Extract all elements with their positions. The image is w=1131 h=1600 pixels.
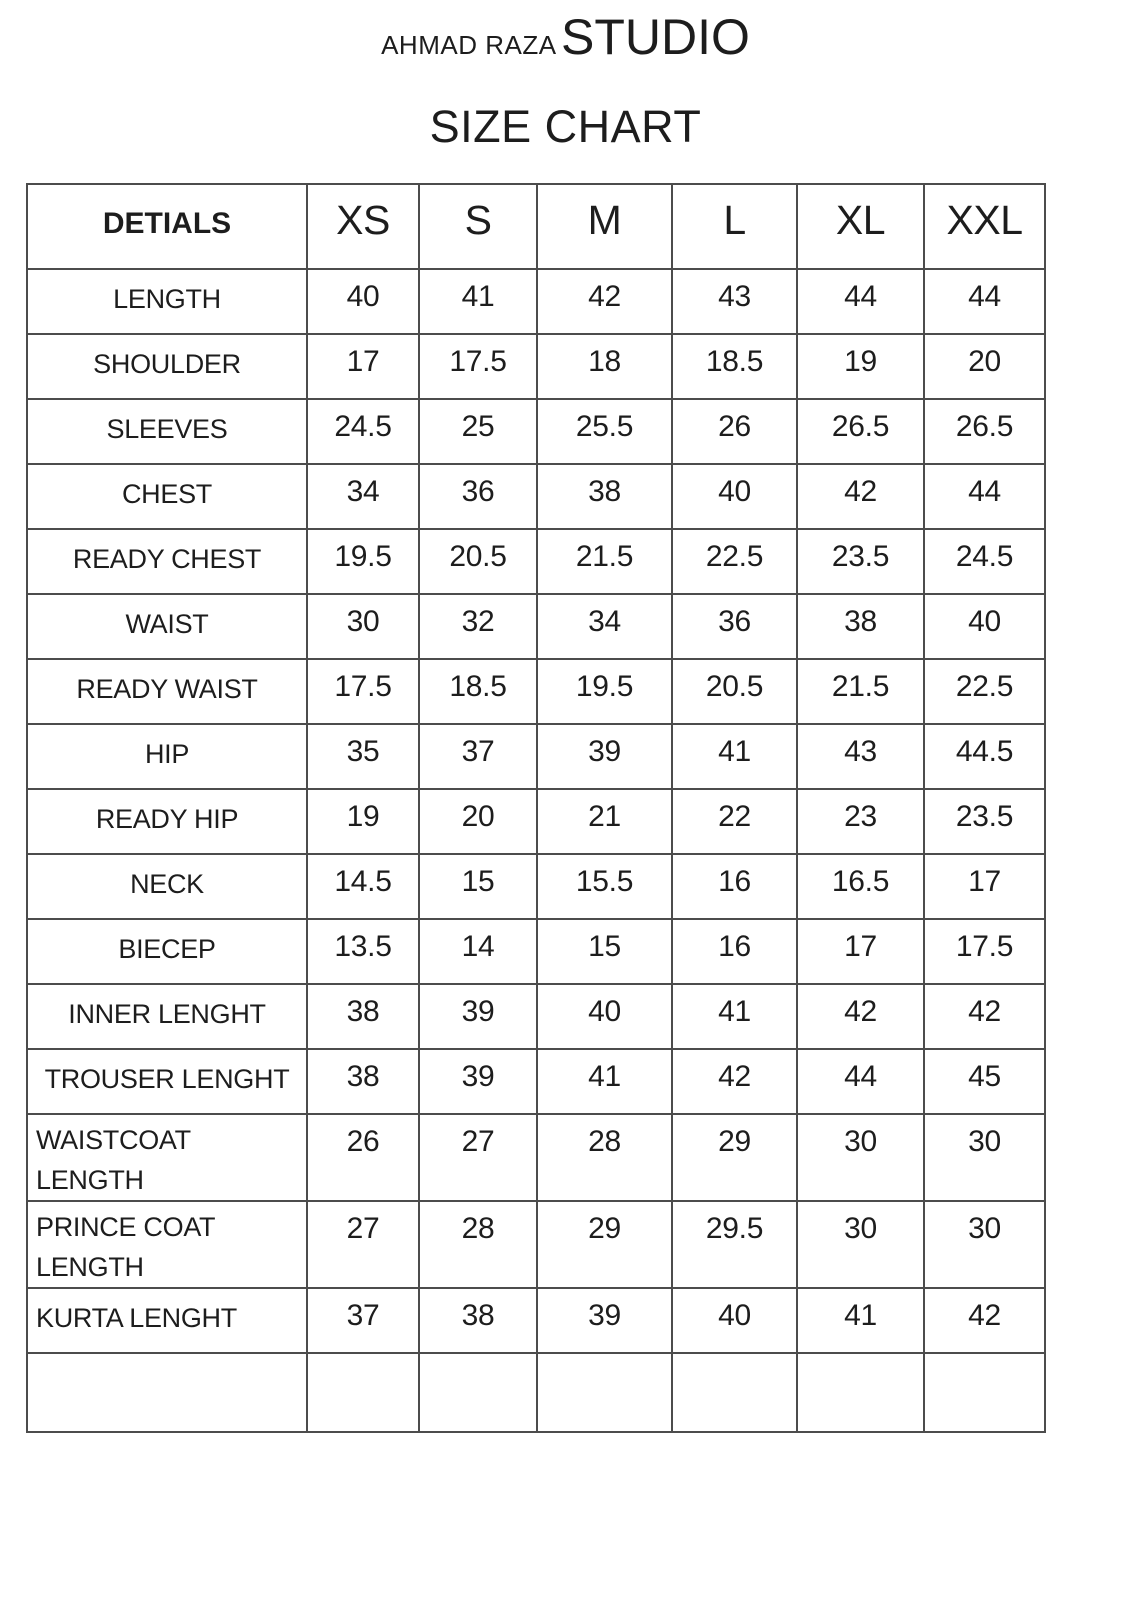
value-cell: 17.5 <box>307 659 419 724</box>
value-cell: 14.5 <box>307 854 419 919</box>
value-cell: 42 <box>924 984 1045 1049</box>
value-cell: 39 <box>537 724 672 789</box>
value-cell: 41 <box>672 984 797 1049</box>
value-cell: 22.5 <box>924 659 1045 724</box>
value-cell: 26 <box>307 1114 419 1201</box>
value-cell <box>797 1353 924 1432</box>
brand-header <box>0 0 1131 79</box>
value-cell: 29 <box>672 1114 797 1201</box>
table-row <box>27 529 1045 594</box>
row-label-line: LENGTH <box>36 1252 144 1282</box>
value-cell: 18 <box>537 334 672 399</box>
row-label-cell: SHOULDER <box>27 334 307 399</box>
table-row <box>27 464 1045 529</box>
value-cell: 30 <box>797 1114 924 1201</box>
value-cell: 41 <box>672 724 797 789</box>
column-header-size: XXL <box>924 184 1045 269</box>
row-label-cell <box>27 1114 307 1201</box>
table-row <box>27 919 1045 984</box>
brand-name: STUDIO <box>561 9 750 65</box>
value-cell: 29 <box>537 1201 672 1288</box>
value-cell: 23.5 <box>924 789 1045 854</box>
value-cell: 37 <box>419 724 537 789</box>
value-cell: 16 <box>672 919 797 984</box>
table-row <box>27 1353 1045 1432</box>
value-cell: 44.5 <box>924 724 1045 789</box>
value-cell: 18.5 <box>419 659 537 724</box>
table-header-row <box>27 184 1045 269</box>
column-header-size: M <box>537 184 672 269</box>
value-cell: 41 <box>797 1288 924 1353</box>
value-cell: 40 <box>672 464 797 529</box>
row-label-cell: LENGTH <box>27 269 307 334</box>
row-label-cell <box>27 1353 307 1432</box>
value-cell: 44 <box>797 269 924 334</box>
value-cell: 32 <box>419 594 537 659</box>
value-cell: 18.5 <box>672 334 797 399</box>
value-cell: 15.5 <box>537 854 672 919</box>
value-cell <box>307 1353 419 1432</box>
table-row <box>27 269 1045 334</box>
value-cell: 27 <box>307 1201 419 1288</box>
value-cell: 40 <box>537 984 672 1049</box>
value-cell: 17.5 <box>924 919 1045 984</box>
table-row <box>27 399 1045 464</box>
table-row <box>27 789 1045 854</box>
value-cell: 38 <box>307 1049 419 1114</box>
table-row <box>27 854 1045 919</box>
value-cell: 39 <box>537 1288 672 1353</box>
value-cell: 25.5 <box>537 399 672 464</box>
value-cell: 19.5 <box>307 529 419 594</box>
value-cell: 29.5 <box>672 1201 797 1288</box>
table-row <box>27 1049 1045 1114</box>
table-row <box>27 724 1045 789</box>
value-cell: 25 <box>419 399 537 464</box>
value-cell: 23.5 <box>797 529 924 594</box>
value-cell: 41 <box>537 1049 672 1114</box>
value-cell: 17.5 <box>419 334 537 399</box>
value-cell: 26.5 <box>924 399 1045 464</box>
table-row <box>27 1201 1045 1288</box>
row-label-cell: INNER LENGHT <box>27 984 307 1049</box>
value-cell: 27 <box>419 1114 537 1201</box>
value-cell: 44 <box>797 1049 924 1114</box>
table-row <box>27 334 1045 399</box>
row-label-cell: HIP <box>27 724 307 789</box>
value-cell: 44 <box>924 269 1045 334</box>
table-row <box>27 594 1045 659</box>
table-row <box>27 1114 1045 1201</box>
value-cell: 24.5 <box>307 399 419 464</box>
value-cell: 42 <box>924 1288 1045 1353</box>
value-cell: 15 <box>419 854 537 919</box>
value-cell: 36 <box>672 594 797 659</box>
row-label-cell: NECK <box>27 854 307 919</box>
value-cell: 17 <box>797 919 924 984</box>
table-row <box>27 1288 1045 1353</box>
value-cell: 43 <box>672 269 797 334</box>
brand-prefix: AHMAD RAZA <box>381 30 557 60</box>
value-cell <box>672 1353 797 1432</box>
row-label-cell: READY WAIST <box>27 659 307 724</box>
row-label-cell: READY HIP <box>27 789 307 854</box>
value-cell: 38 <box>537 464 672 529</box>
value-cell <box>924 1353 1045 1432</box>
value-cell: 38 <box>307 984 419 1049</box>
value-cell: 21.5 <box>537 529 672 594</box>
value-cell: 20.5 <box>672 659 797 724</box>
column-header-size: XL <box>797 184 924 269</box>
value-cell: 22.5 <box>672 529 797 594</box>
row-label-cell: SLEEVES <box>27 399 307 464</box>
row-label-line: LENGTH <box>36 1165 144 1195</box>
value-cell: 20 <box>419 789 537 854</box>
row-label-cell: CHEST <box>27 464 307 529</box>
value-cell: 21 <box>537 789 672 854</box>
value-cell: 28 <box>537 1114 672 1201</box>
value-cell: 24.5 <box>924 529 1045 594</box>
value-cell: 20.5 <box>419 529 537 594</box>
value-cell: 39 <box>419 1049 537 1114</box>
value-cell: 45 <box>924 1049 1045 1114</box>
value-cell: 22 <box>672 789 797 854</box>
value-cell: 15 <box>537 919 672 984</box>
column-header-size: S <box>419 184 537 269</box>
value-cell <box>419 1353 537 1432</box>
value-cell: 30 <box>924 1201 1045 1288</box>
value-cell: 26.5 <box>797 399 924 464</box>
value-cell: 28 <box>419 1201 537 1288</box>
value-cell: 36 <box>419 464 537 529</box>
table-row <box>27 659 1045 724</box>
value-cell: 41 <box>419 269 537 334</box>
value-cell: 37 <box>307 1288 419 1353</box>
value-cell: 17 <box>307 334 419 399</box>
value-cell: 16.5 <box>797 854 924 919</box>
column-header-size: L <box>672 184 797 269</box>
value-cell: 19 <box>797 334 924 399</box>
row-label-cell: BIECEP <box>27 919 307 984</box>
value-cell: 30 <box>924 1114 1045 1201</box>
value-cell: 19.5 <box>537 659 672 724</box>
column-header-details: DETIALS <box>27 184 307 269</box>
row-label-line: WAISTCOAT <box>36 1125 191 1155</box>
page-title: SIZE CHART <box>429 101 702 152</box>
value-cell: 40 <box>672 1288 797 1353</box>
value-cell: 38 <box>797 594 924 659</box>
size-chart-table <box>26 183 1046 1433</box>
value-cell: 43 <box>797 724 924 789</box>
value-cell: 34 <box>307 464 419 529</box>
value-cell: 39 <box>419 984 537 1049</box>
row-label-cell: KURTA LENGHT <box>27 1288 307 1353</box>
row-label-cell <box>27 1201 307 1288</box>
value-cell: 23 <box>797 789 924 854</box>
value-cell: 30 <box>797 1201 924 1288</box>
value-cell: 19 <box>307 789 419 854</box>
value-cell: 30 <box>307 594 419 659</box>
value-cell: 38 <box>419 1288 537 1353</box>
table-row <box>27 984 1045 1049</box>
value-cell: 14 <box>419 919 537 984</box>
value-cell: 40 <box>924 594 1045 659</box>
row-label-cell: READY CHEST <box>27 529 307 594</box>
value-cell: 44 <box>924 464 1045 529</box>
row-label-cell: WAIST <box>27 594 307 659</box>
value-cell: 42 <box>797 464 924 529</box>
value-cell: 21.5 <box>797 659 924 724</box>
value-cell: 42 <box>797 984 924 1049</box>
value-cell: 34 <box>537 594 672 659</box>
value-cell: 20 <box>924 334 1045 399</box>
value-cell: 16 <box>672 854 797 919</box>
value-cell <box>537 1353 672 1432</box>
value-cell: 35 <box>307 724 419 789</box>
value-cell: 40 <box>307 269 419 334</box>
column-header-size: XS <box>307 184 419 269</box>
value-cell: 26 <box>672 399 797 464</box>
row-label-cell: TROUSER LENGHT <box>27 1049 307 1114</box>
row-label-line: PRINCE COAT <box>36 1212 216 1242</box>
value-cell: 42 <box>672 1049 797 1114</box>
value-cell: 42 <box>537 269 672 334</box>
value-cell: 17 <box>924 854 1045 919</box>
table-body <box>27 269 1045 1432</box>
value-cell: 13.5 <box>307 919 419 984</box>
